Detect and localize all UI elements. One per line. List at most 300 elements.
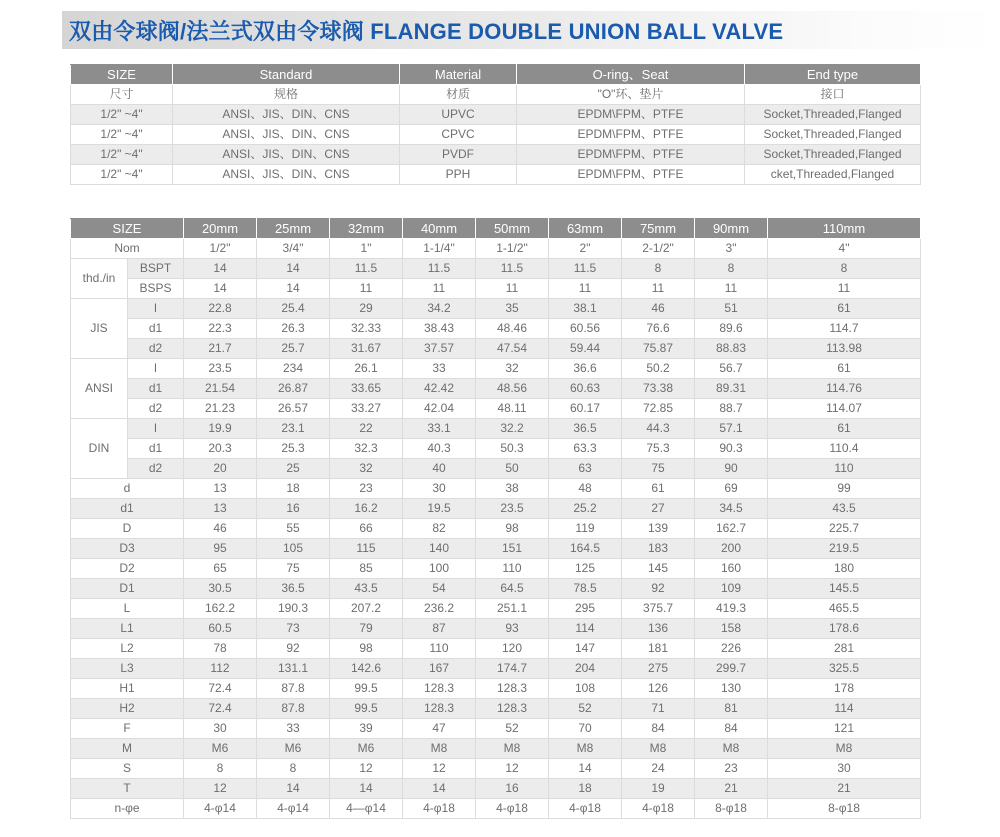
- dim-cell: 16.2: [330, 499, 403, 519]
- dim-cell: 119: [549, 519, 622, 539]
- dim-row: [71, 799, 921, 819]
- dim-cell: 120: [476, 639, 549, 659]
- dim-cell: 48.46: [476, 319, 549, 339]
- dim-cell: 43.5: [768, 499, 921, 519]
- spec-cell: ANSI、JIS、DIN、CNS: [173, 125, 400, 145]
- dim-cell: 25.4: [257, 299, 330, 319]
- row-label: L: [71, 599, 184, 619]
- dim-cell: 75.3: [622, 439, 695, 459]
- dimension-table: [70, 218, 921, 819]
- column-header: Standard: [173, 65, 400, 85]
- spec-row: [71, 105, 921, 125]
- dim-cell: 3": [695, 239, 768, 259]
- size-column-header: 75mm: [622, 219, 695, 239]
- dim-cell: M6: [330, 739, 403, 759]
- dim-cell: 128.3: [476, 679, 549, 699]
- row-label: D1: [71, 579, 184, 599]
- dim-cell: 207.2: [330, 599, 403, 619]
- dim-cell: 48: [549, 479, 622, 499]
- spec-cell: 1/2" ~4": [71, 125, 173, 145]
- dim-cell: 25: [257, 459, 330, 479]
- dim-cell: 75: [257, 559, 330, 579]
- dim-cell: 8: [184, 759, 257, 779]
- size-column-header: 63mm: [549, 219, 622, 239]
- dim-cell: 4-φ18: [476, 799, 549, 819]
- dim-cell: 42.04: [403, 399, 476, 419]
- dim-row: [71, 479, 921, 499]
- dim-cell: 11: [476, 279, 549, 299]
- dim-cell: 63.3: [549, 439, 622, 459]
- spec-cell: Socket,Threaded,Flanged: [745, 105, 921, 125]
- dim-cell: 164.5: [549, 539, 622, 559]
- dim-cell: 178: [768, 679, 921, 699]
- dim-cell: 14: [184, 259, 257, 279]
- dim-cell: 33.65: [330, 379, 403, 399]
- dim-cell: 8: [622, 259, 695, 279]
- spec-table: [70, 64, 921, 185]
- dim-cell: 79: [330, 619, 403, 639]
- dim-cell: 23: [695, 759, 768, 779]
- dim-cell: 54: [403, 579, 476, 599]
- dim-cell: 32.2: [476, 419, 549, 439]
- size-column-header: 90mm: [695, 219, 768, 239]
- dim-cell: 11.5: [549, 259, 622, 279]
- row-label: d2: [128, 339, 184, 359]
- dim-cell: 26.3: [257, 319, 330, 339]
- dim-cell: 16: [257, 499, 330, 519]
- dim-row: [71, 719, 921, 739]
- dim-cell: 52: [476, 719, 549, 739]
- dim-cell: 18: [257, 479, 330, 499]
- dim-row: [71, 419, 921, 439]
- row-label: d1: [71, 499, 184, 519]
- spec-header-row-en: [71, 65, 921, 85]
- dim-cell: 55: [257, 519, 330, 539]
- dim-row: [71, 619, 921, 639]
- dim-cell: 36.5: [257, 579, 330, 599]
- dim-cell: 114: [768, 699, 921, 719]
- dim-cell: 36.5: [549, 419, 622, 439]
- spec-header-row-cn: [71, 85, 921, 105]
- spec-cell: PVDF: [400, 145, 517, 165]
- dim-cell: 125: [549, 559, 622, 579]
- dim-cell: 11.5: [403, 259, 476, 279]
- dim-cell: M8: [403, 739, 476, 759]
- dim-cell: 87.8: [257, 699, 330, 719]
- row-label: d2: [128, 399, 184, 419]
- dim-cell: 11: [330, 279, 403, 299]
- dim-cell: 23.5: [184, 359, 257, 379]
- dim-cell: 40: [403, 459, 476, 479]
- row-label: l: [128, 419, 184, 439]
- dim-cell: 30: [184, 719, 257, 739]
- row-label: L2: [71, 639, 184, 659]
- dim-header-row: [71, 219, 921, 239]
- spec-cell: ANSI、JIS、DIN、CNS: [173, 105, 400, 125]
- row-label: F: [71, 719, 184, 739]
- row-group-label: DIN: [71, 419, 128, 479]
- dim-cell: 61: [622, 479, 695, 499]
- dim-cell: 113.98: [768, 339, 921, 359]
- dim-cell: 110: [768, 459, 921, 479]
- dim-cell: 26.57: [257, 399, 330, 419]
- dim-cell: 226: [695, 639, 768, 659]
- dim-cell: 11: [695, 279, 768, 299]
- dim-cell: 1-1/2": [476, 239, 549, 259]
- dim-cell: 69: [695, 479, 768, 499]
- dim-cell: 11.5: [330, 259, 403, 279]
- dim-cell: 151: [476, 539, 549, 559]
- dim-cell: 114.76: [768, 379, 921, 399]
- dim-cell: 60.17: [549, 399, 622, 419]
- dim-cell: 162.2: [184, 599, 257, 619]
- dim-cell: 72.4: [184, 699, 257, 719]
- column-header-cn: 接口: [745, 85, 921, 105]
- dim-cell: M6: [184, 739, 257, 759]
- dim-cell: 465.5: [768, 599, 921, 619]
- dim-cell: 136: [622, 619, 695, 639]
- dim-cell: 158: [695, 619, 768, 639]
- dim-cell: 32: [476, 359, 549, 379]
- dim-cell: 38.1: [549, 299, 622, 319]
- dim-cell: 23: [330, 479, 403, 499]
- column-header: O-ring、Seat: [517, 65, 745, 85]
- dim-cell: 92: [257, 639, 330, 659]
- dim-cell: 99.5: [330, 699, 403, 719]
- dim-cell: 36.6: [549, 359, 622, 379]
- spec-cell: EPDM\FPM、PTFE: [517, 125, 745, 145]
- spec-cell: EPDM\FPM、PTFE: [517, 145, 745, 165]
- dim-row: [71, 779, 921, 799]
- dim-cell: 1": [330, 239, 403, 259]
- dim-cell: 139: [622, 519, 695, 539]
- dim-cell: 178.6: [768, 619, 921, 639]
- dim-row: [71, 519, 921, 539]
- dim-cell: 75: [622, 459, 695, 479]
- dim-cell: 52: [549, 699, 622, 719]
- dim-cell: 21: [695, 779, 768, 799]
- dim-cell: 25.2: [549, 499, 622, 519]
- spec-cell: PPH: [400, 165, 517, 185]
- dim-cell: 25.3: [257, 439, 330, 459]
- dim-cell: 32: [330, 459, 403, 479]
- dim-cell: 145.5: [768, 579, 921, 599]
- dim-cell: M8: [695, 739, 768, 759]
- dim-cell: 147: [549, 639, 622, 659]
- dim-cell: 73: [257, 619, 330, 639]
- dim-cell: 11: [403, 279, 476, 299]
- dim-cell: 1-1/4": [403, 239, 476, 259]
- spec-cell: Socket,Threaded,Flanged: [745, 125, 921, 145]
- dim-cell: 12: [184, 779, 257, 799]
- dim-cell: 33.27: [330, 399, 403, 419]
- dim-cell: 180: [768, 559, 921, 579]
- dim-cell: 219.5: [768, 539, 921, 559]
- dim-cell: 110.4: [768, 439, 921, 459]
- dim-cell: 4-φ18: [622, 799, 695, 819]
- dim-cell: 14: [257, 779, 330, 799]
- dim-cell: 14: [257, 279, 330, 299]
- column-header-cn: 材质: [400, 85, 517, 105]
- dim-cell: 31.67: [330, 339, 403, 359]
- dim-cell: 11: [622, 279, 695, 299]
- row-label: BSPS: [128, 279, 184, 299]
- dim-cell: 13: [184, 479, 257, 499]
- dim-cell: 190.3: [257, 599, 330, 619]
- dim-cell: 57.1: [695, 419, 768, 439]
- dim-cell: 33.1: [403, 419, 476, 439]
- spec-row: [71, 165, 921, 185]
- dim-cell: 145: [622, 559, 695, 579]
- column-header-cn: 规格: [173, 85, 400, 105]
- dim-cell: 281: [768, 639, 921, 659]
- dim-cell: 8-φ18: [768, 799, 921, 819]
- dim-cell: 126: [622, 679, 695, 699]
- dim-cell: 34.2: [403, 299, 476, 319]
- dim-row: [71, 279, 921, 299]
- dim-cell: 14: [549, 759, 622, 779]
- dim-cell: 128.3: [403, 699, 476, 719]
- column-header-cn: 尺寸: [71, 85, 173, 105]
- dim-cell: 99: [768, 479, 921, 499]
- spec-table-header: [71, 65, 921, 105]
- dim-row: [71, 759, 921, 779]
- dim-cell: 419.3: [695, 599, 768, 619]
- dim-cell: M8: [549, 739, 622, 759]
- dim-cell: 2-1/2": [622, 239, 695, 259]
- dim-cell: 75.87: [622, 339, 695, 359]
- dim-row: [71, 559, 921, 579]
- dim-cell: 78.5: [549, 579, 622, 599]
- dim-cell: 47.54: [476, 339, 549, 359]
- row-label: D: [71, 519, 184, 539]
- size-column-header: 25mm: [257, 219, 330, 239]
- dim-row: [71, 659, 921, 679]
- dim-cell: 95: [184, 539, 257, 559]
- dim-cell: 8: [695, 259, 768, 279]
- dim-row: [71, 679, 921, 699]
- dim-cell: 21.7: [184, 339, 257, 359]
- dim-row: [71, 599, 921, 619]
- dim-cell: 50.3: [476, 439, 549, 459]
- dim-cell: 21.23: [184, 399, 257, 419]
- dim-cell: 64.5: [476, 579, 549, 599]
- dim-cell: 89.6: [695, 319, 768, 339]
- dim-cell: 19.5: [403, 499, 476, 519]
- dim-cell: 299.7: [695, 659, 768, 679]
- row-group-label: JIS: [71, 299, 128, 359]
- dim-cell: 23.1: [257, 419, 330, 439]
- dim-cell: 27: [622, 499, 695, 519]
- dim-cell: 110: [403, 639, 476, 659]
- dim-cell: 84: [622, 719, 695, 739]
- dim-cell: 30: [768, 759, 921, 779]
- dim-cell: 114: [549, 619, 622, 639]
- dim-cell: 20: [184, 459, 257, 479]
- dim-cell: 174.7: [476, 659, 549, 679]
- spec-cell: UPVC: [400, 105, 517, 125]
- dim-cell: 34.5: [695, 499, 768, 519]
- dim-cell: M8: [476, 739, 549, 759]
- column-header: SIZE: [71, 65, 173, 85]
- dim-cell: 21.54: [184, 379, 257, 399]
- spec-cell: EPDM\FPM、PTFE: [517, 165, 745, 185]
- dim-cell: 160: [695, 559, 768, 579]
- row-label: D2: [71, 559, 184, 579]
- row-label: d1: [128, 439, 184, 459]
- dim-cell: 14: [330, 779, 403, 799]
- dim-cell: 92: [622, 579, 695, 599]
- dim-row: [71, 399, 921, 419]
- row-label: d: [71, 479, 184, 499]
- dim-row: [71, 259, 921, 279]
- row-label: d1: [128, 319, 184, 339]
- dim-cell: 26.87: [257, 379, 330, 399]
- dim-row: [71, 299, 921, 319]
- dim-cell: 236.2: [403, 599, 476, 619]
- dim-cell: 14: [184, 279, 257, 299]
- dim-cell: 325.5: [768, 659, 921, 679]
- spec-cell: ANSI、JIS、DIN、CNS: [173, 165, 400, 185]
- row-group-label: thd./in: [71, 259, 128, 299]
- dim-cell: 105: [257, 539, 330, 559]
- dim-cell: 88.7: [695, 399, 768, 419]
- dim-cell: 183: [622, 539, 695, 559]
- spec-cell: Socket,Threaded,Flanged: [745, 145, 921, 165]
- dim-cell: 251.1: [476, 599, 549, 619]
- dim-cell: 46: [622, 299, 695, 319]
- dim-cell: 48.56: [476, 379, 549, 399]
- row-label: L1: [71, 619, 184, 639]
- dim-cell: 22: [330, 419, 403, 439]
- dim-cell: 78: [184, 639, 257, 659]
- dim-cell: 1/2": [184, 239, 257, 259]
- dim-cell: 65: [184, 559, 257, 579]
- dim-cell: 70: [549, 719, 622, 739]
- dim-cell: 11.5: [476, 259, 549, 279]
- dim-cell: 42.42: [403, 379, 476, 399]
- dim-cell: 14: [257, 259, 330, 279]
- dim-cell: 38.43: [403, 319, 476, 339]
- dim-cell: 56.7: [695, 359, 768, 379]
- dim-cell: 89.31: [695, 379, 768, 399]
- dim-cell: 14: [403, 779, 476, 799]
- row-label: Nom: [71, 239, 184, 259]
- dim-cell: 4-φ14: [184, 799, 257, 819]
- dim-cell: 60.63: [549, 379, 622, 399]
- dim-cell: 23.5: [476, 499, 549, 519]
- dim-cell: 19: [622, 779, 695, 799]
- dim-row: [71, 439, 921, 459]
- size-column-header: 110mm: [768, 219, 921, 239]
- dim-cell: 100: [403, 559, 476, 579]
- spec-cell: 1/2" ~4": [71, 165, 173, 185]
- dim-cell: 4-φ14: [257, 799, 330, 819]
- dim-cell: 13: [184, 499, 257, 519]
- dim-cell: 11: [768, 279, 921, 299]
- dim-cell: 73.38: [622, 379, 695, 399]
- dim-cell: 140: [403, 539, 476, 559]
- dim-cell: 108: [549, 679, 622, 699]
- row-label: H2: [71, 699, 184, 719]
- dim-cell: 61: [768, 359, 921, 379]
- spec-cell: cket,Threaded,Flanged: [745, 165, 921, 185]
- dim-cell: 4-φ18: [403, 799, 476, 819]
- size-column-header: 50mm: [476, 219, 549, 239]
- dim-cell: 131.1: [257, 659, 330, 679]
- dim-cell: 87.8: [257, 679, 330, 699]
- dim-cell: 99.5: [330, 679, 403, 699]
- size-column-header: 40mm: [403, 219, 476, 239]
- dimension-table-header: [71, 219, 921, 239]
- dim-row: [71, 579, 921, 599]
- dim-cell: 12: [330, 759, 403, 779]
- row-label: d1: [128, 379, 184, 399]
- dim-cell: 234: [257, 359, 330, 379]
- spec-cell: 1/2" ~4": [71, 105, 173, 125]
- row-label: l: [128, 359, 184, 379]
- dim-cell: 30: [403, 479, 476, 499]
- dim-cell: 22.8: [184, 299, 257, 319]
- dim-cell: 82: [403, 519, 476, 539]
- dim-cell: 24: [622, 759, 695, 779]
- dim-row: [71, 359, 921, 379]
- dim-cell: 3/4": [257, 239, 330, 259]
- dim-cell: 35: [476, 299, 549, 319]
- dim-cell: 181: [622, 639, 695, 659]
- dim-cell: 275: [622, 659, 695, 679]
- column-header: End type: [745, 65, 921, 85]
- row-label: M: [71, 739, 184, 759]
- dim-cell: 38: [476, 479, 549, 499]
- dim-cell: 98: [330, 639, 403, 659]
- spec-cell: ANSI、JIS、DIN、CNS: [173, 145, 400, 165]
- dim-cell: 81: [695, 699, 768, 719]
- dim-cell: 19.9: [184, 419, 257, 439]
- dim-cell: 98: [476, 519, 549, 539]
- page-title: 双由令球阀/法兰式双由令球阀 FLANGE DOUBLE UNION BALL VALVE: [69, 18, 784, 44]
- dim-cell: 12: [403, 759, 476, 779]
- dim-cell: 93: [476, 619, 549, 639]
- dim-row: [71, 319, 921, 339]
- dim-cell: 47: [403, 719, 476, 739]
- dim-cell: 88.83: [695, 339, 768, 359]
- dim-cell: 375.7: [622, 599, 695, 619]
- dim-row: [71, 459, 921, 479]
- dim-cell: 4": [768, 239, 921, 259]
- dim-cell: 32.33: [330, 319, 403, 339]
- dim-cell: 61: [768, 299, 921, 319]
- dim-cell: 115: [330, 539, 403, 559]
- dim-cell: 225.7: [768, 519, 921, 539]
- dim-cell: 33: [403, 359, 476, 379]
- dim-cell: 61: [768, 419, 921, 439]
- dim-cell: 33: [257, 719, 330, 739]
- row-label: n-φe: [71, 799, 184, 819]
- dim-cell: 84: [695, 719, 768, 739]
- dim-cell: 72.4: [184, 679, 257, 699]
- dim-cell: 4—φ14: [330, 799, 403, 819]
- dim-cell: 204: [549, 659, 622, 679]
- row-label: L3: [71, 659, 184, 679]
- dim-cell: 11: [549, 279, 622, 299]
- spec-cell: CPVC: [400, 125, 517, 145]
- row-label: D3: [71, 539, 184, 559]
- dim-cell: 8-φ18: [695, 799, 768, 819]
- row-label: l: [128, 299, 184, 319]
- column-header: Material: [400, 65, 517, 85]
- spec-table-body: [71, 105, 921, 185]
